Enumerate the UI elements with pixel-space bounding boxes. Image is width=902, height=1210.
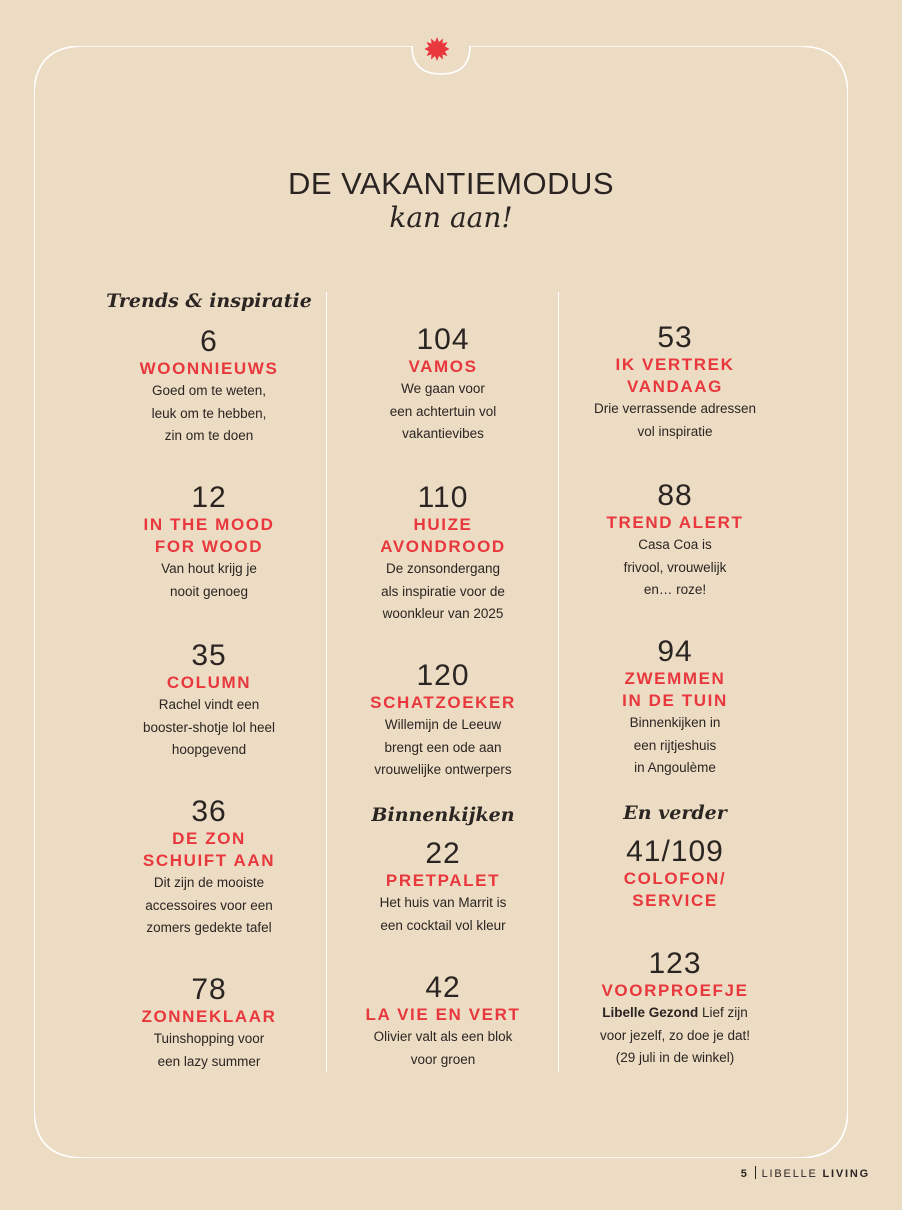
footer-magazine-name: LIBELLE: [761, 1168, 818, 1180]
page-number: 12: [191, 481, 227, 514]
entry-title: ZWEMMEN IN DE TUIN: [622, 669, 728, 710]
toc-entry[interactable]: [560, 322, 790, 443]
entry-description: Goed om te weten, leuk om te hebben, zin om te doen: [151, 383, 267, 443]
page-number: 104: [416, 323, 470, 356]
toc-entry[interactable]: [328, 324, 558, 446]
toc-entry[interactable]: [560, 948, 790, 1070]
entry-title: HUIZE AVONDROOD: [380, 515, 506, 556]
entry-description-text: Lief zijn voor jezelf, zo doe je dat! (29 juli in de winkel): [599, 1005, 751, 1065]
page-number: 110: [417, 481, 469, 514]
toc-entry[interactable]: [328, 838, 558, 937]
section-heading: En verder: [623, 802, 727, 824]
entry-description: Casa Coa is frivool, vrouwelijk en… roze!: [623, 537, 727, 597]
page-number: 42: [425, 971, 461, 1004]
toc-entry[interactable]: [328, 972, 558, 1071]
toc-entry[interactable]: [94, 326, 324, 448]
entry-description: De zonsondergang als inspiratie voor de woonkleur van 2025: [381, 561, 505, 621]
entry-title: IK VERTREK VANDAAG: [615, 355, 735, 396]
entry-title: SCHATZOEKER: [370, 693, 516, 712]
page-number: 53: [657, 321, 693, 354]
footer-magazine-name-bold: LIVING: [822, 1168, 870, 1180]
page-title: DE VAKANTIEMODUS: [287, 166, 615, 201]
section-heading: Binnenkijken: [371, 804, 515, 826]
entry-title: ZONNEKLAAR: [141, 1007, 277, 1026]
entry-description: We gaan voor een achtertuin vol vakantievibes: [389, 381, 497, 441]
toc-entry[interactable]: [94, 482, 324, 603]
entry-title: COLUMN: [166, 673, 252, 692]
column-divider: [558, 292, 559, 1072]
entry-title: LA VIE EN VERT: [365, 1005, 521, 1024]
entry-description: Drie verrassende adressen vol inspiratie: [593, 401, 757, 439]
entry-title: VAMOS: [408, 357, 478, 376]
entry-title: IN THE MOOD FOR WOOD: [143, 515, 275, 556]
column-divider: [326, 292, 327, 1072]
toc-entry[interactable]: [94, 974, 324, 1073]
toc-entry[interactable]: [560, 636, 790, 780]
footer-separator: [755, 1166, 756, 1179]
entry-description: [560, 1002, 790, 1070]
page-footer: [741, 1166, 870, 1180]
entry-description: Van hout krijg je nooit genoeg: [161, 561, 257, 599]
entry-description: Willemijn de Leeuw brengt een ode aan vrouwelijke ontwerpers: [374, 717, 512, 777]
page-number: 88: [657, 479, 693, 512]
starburst-icon: [424, 36, 450, 62]
page-number: 123: [648, 947, 702, 980]
page-number: 22: [425, 837, 461, 870]
entry-title: WOONNIEUWS: [139, 359, 279, 378]
toc-entry[interactable]: [560, 836, 790, 912]
page-number: 120: [416, 659, 470, 692]
entry-description: Tuinshopping voor een lazy summer: [153, 1031, 265, 1069]
toc-entry[interactable]: [328, 660, 558, 782]
entry-description: Rachel vindt een booster-shotje lol heel hoopgevend: [142, 697, 276, 757]
page-number: 41/109: [626, 835, 724, 868]
toc-entry[interactable]: [560, 480, 790, 602]
entry-description: Dit zijn de mooiste accessoires voor een zomers gedekte tafel: [145, 875, 273, 935]
entry-title: PRETPALET: [385, 871, 501, 890]
section-heading: Trends & inspiratie: [106, 290, 312, 312]
page-number: 6: [200, 325, 218, 358]
page-number: 36: [191, 795, 227, 828]
entry-description: Olivier valt als een blok voor groen: [373, 1029, 513, 1067]
page-number: 35: [191, 639, 227, 672]
entry-title: TREND ALERT: [606, 513, 744, 532]
toc-entry[interactable]: [94, 796, 324, 940]
entry-description: Het huis van Marrit is een cocktail vol kleur: [379, 895, 507, 933]
entry-description: Binnenkijken in een rijtjeshuis in Angoulème: [629, 715, 721, 775]
toc-entry[interactable]: [94, 640, 324, 762]
footer-page-number: 5: [740, 1168, 749, 1180]
page-subtitle: kan aan!: [389, 201, 513, 234]
page-number: 94: [657, 635, 693, 668]
page-header: [0, 166, 902, 234]
entry-title: COLOFON/ SERVICE: [623, 869, 727, 910]
entry-title: VOORPROEFJE: [601, 981, 749, 1000]
toc-entry[interactable]: [328, 482, 558, 626]
entry-description-bold: Libelle Gezond: [602, 1005, 699, 1020]
entry-title: DE ZON SCHUIFT AAN: [142, 829, 276, 870]
page-number: 78: [191, 973, 227, 1006]
